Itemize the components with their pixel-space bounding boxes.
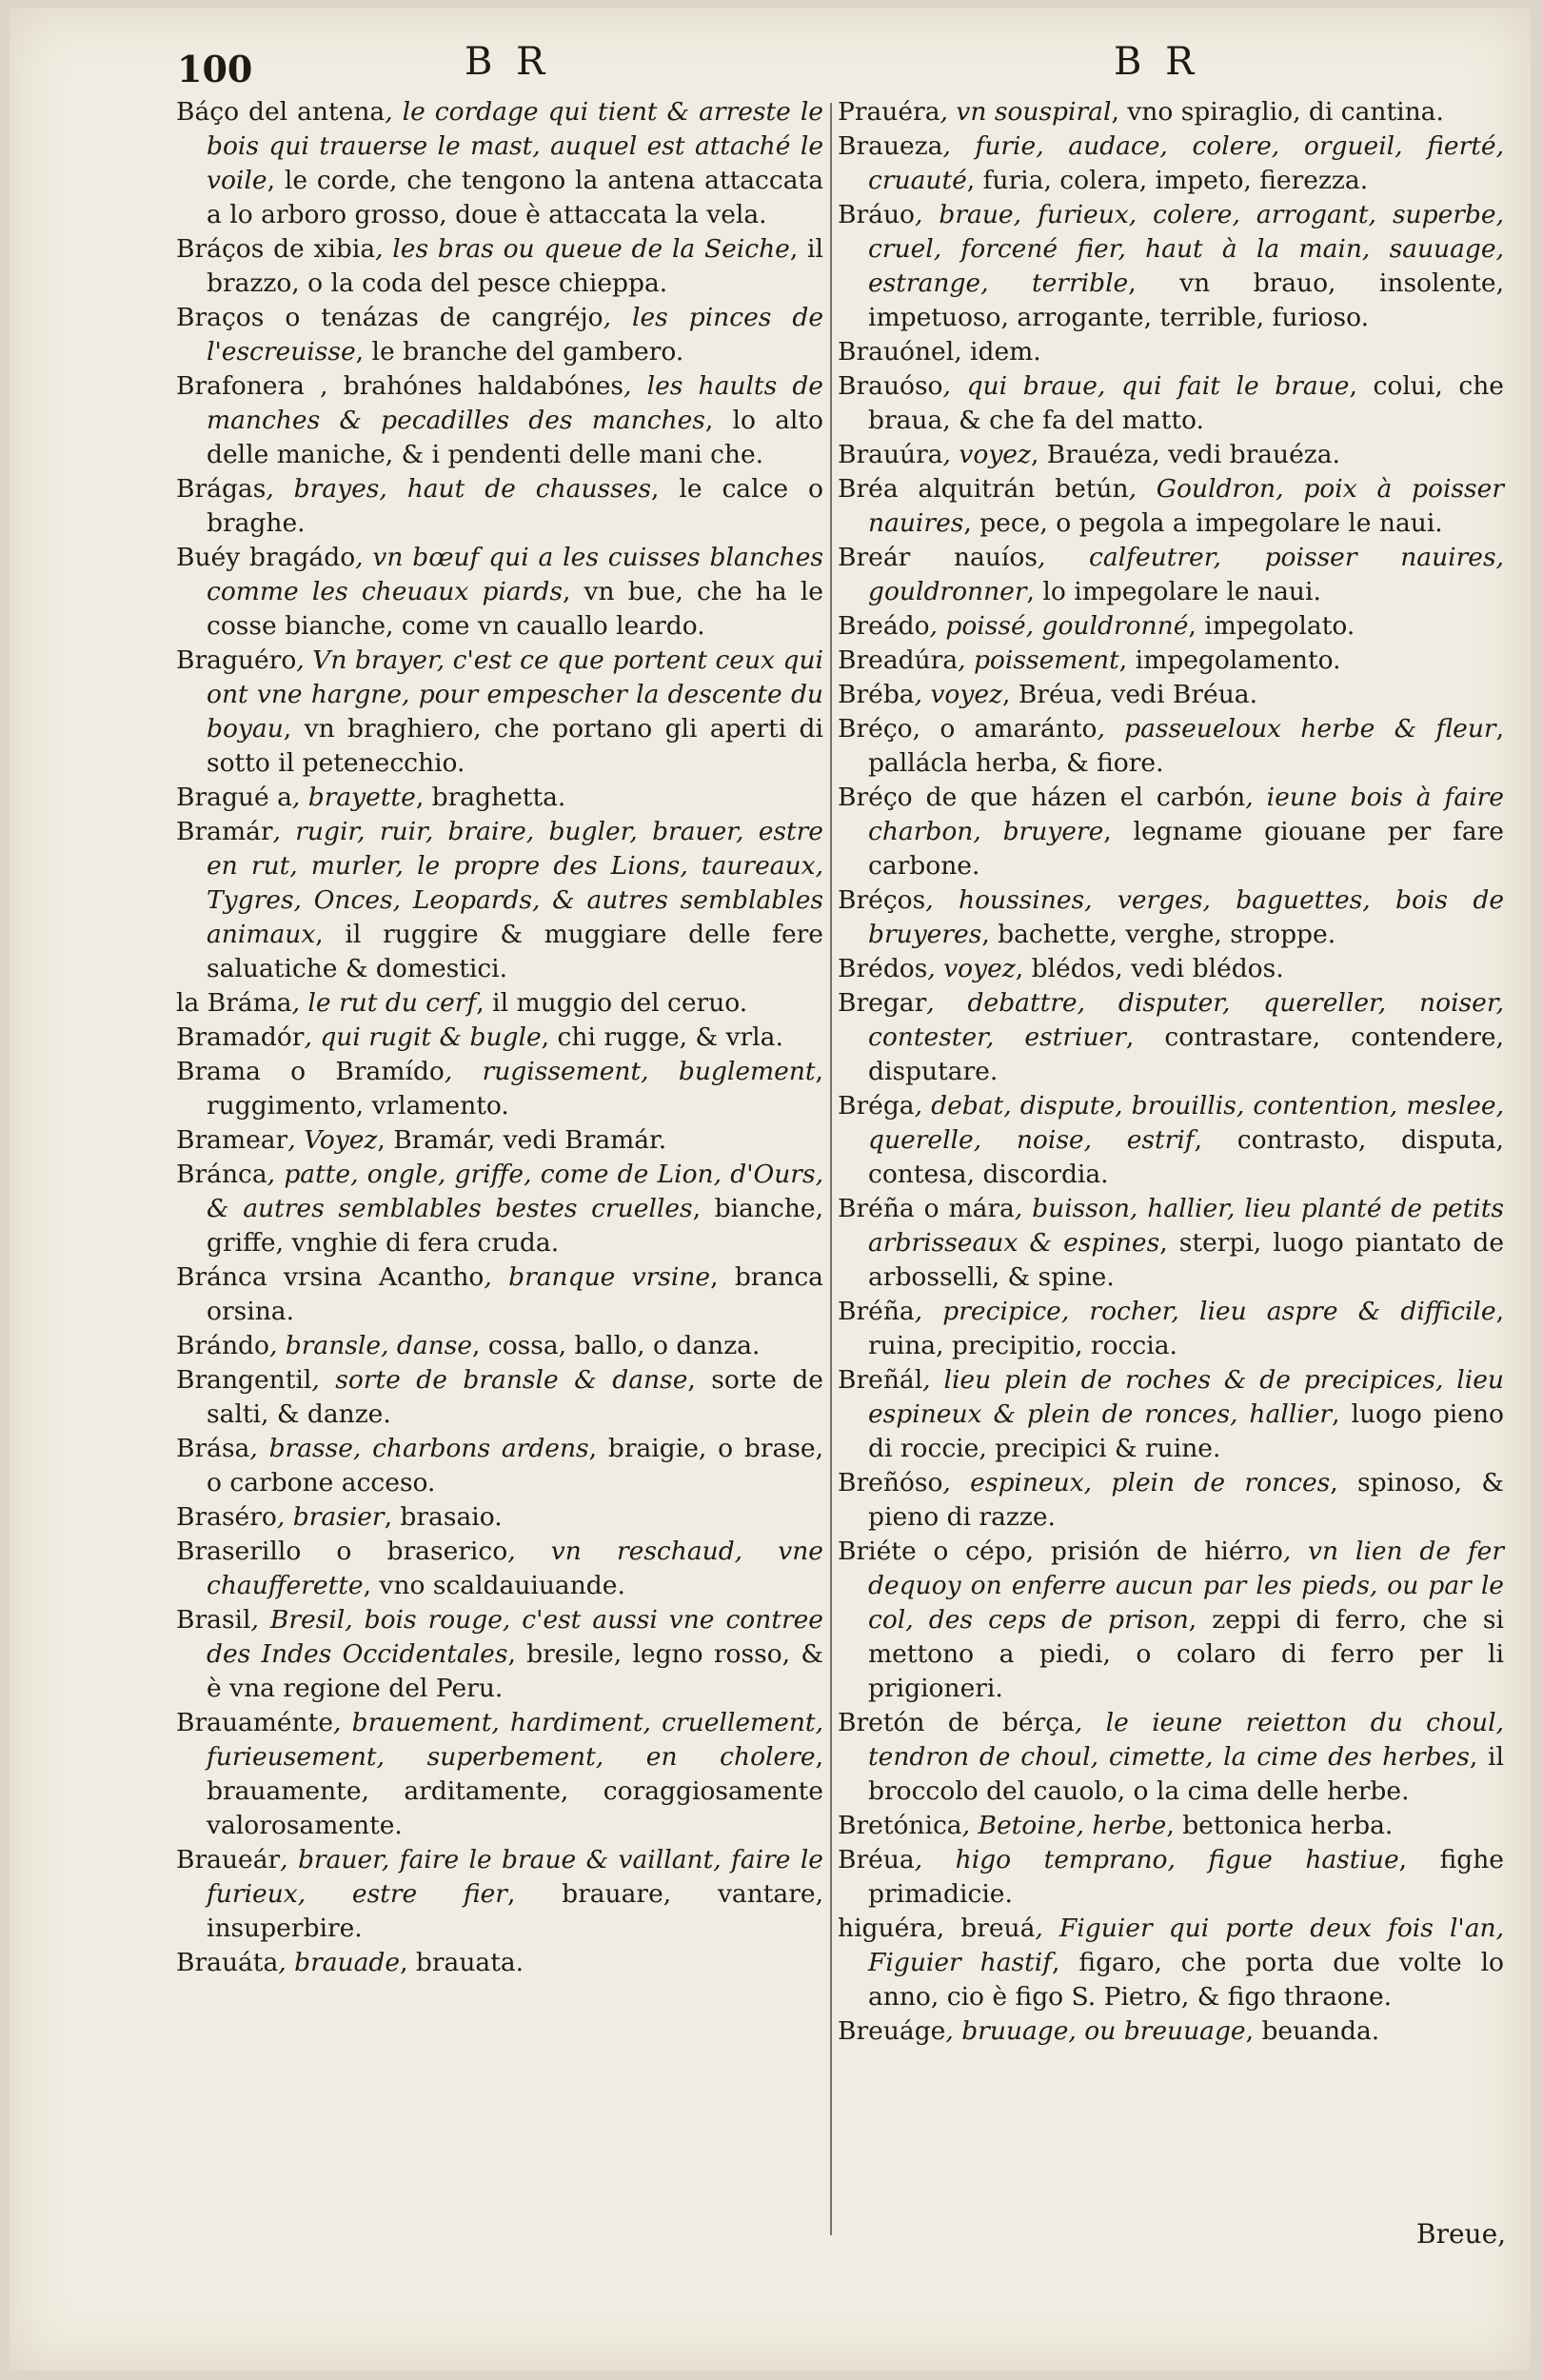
left-running-head: B R <box>465 40 551 84</box>
dictionary-page <box>10 8 1531 2370</box>
entry-french: , espineux, plein de ronces <box>942 1468 1331 1497</box>
dictionary-entry <box>838 335 1504 369</box>
entry-italian: , bettonica herba. <box>1166 1811 1394 1840</box>
dictionary-entry <box>838 95 1504 129</box>
entry-french: , poissé, gouldronné <box>929 611 1189 641</box>
dictionary-entry <box>838 1466 1504 1535</box>
entry-french: , qui rugit & bugle <box>304 1022 542 1052</box>
entry-french: , le ieune reietton du choul, tendron de choul, cimette, la cime des herbes <box>868 1708 1504 1772</box>
entry-italian: , Brauéza, vedi brauéza. <box>1030 440 1340 469</box>
dictionary-entry <box>838 129 1504 198</box>
entry-headword: Brama o Bramído <box>176 1057 445 1086</box>
dictionary-entry <box>176 369 823 472</box>
entry-french: , buisson, hallier, lieu planté de petits arbrisseaux & espines <box>868 1194 1504 1258</box>
entry-italian: , beuanda. <box>1245 2016 1380 2046</box>
entry-french: , brauement, hardiment, cruellement, furieusement, superbement, en cholere <box>207 1708 823 1772</box>
entry-french: , bruuage, ou breuuage <box>945 2016 1246 2046</box>
dictionary-entry <box>838 1843 1504 1912</box>
entry-italian: , le branche del gambero. <box>355 337 684 367</box>
entry-italian: , ruina, precipitio, roccia. <box>868 1297 1504 1360</box>
entry-french: , brauer, faire le braue & vaillant, faire le furieux, estre fier <box>207 1845 823 1909</box>
entry-italian: , furia, colera, impeto, fierezza. <box>966 166 1369 195</box>
entry-headword: Braços o tenázas de cangréjo <box>176 303 603 332</box>
entry-headword: Brafonera , brahónes haldabónes <box>176 371 624 401</box>
entry-headword: Bréña <box>838 1297 915 1326</box>
dictionary-entry <box>838 609 1504 644</box>
entry-french: , furie, audace, colere, orgueil, fierté, cruauté <box>868 131 1504 195</box>
dictionary-entry <box>176 1260 823 1329</box>
dictionary-entry <box>176 1603 823 1706</box>
entry-headword: Breñál <box>838 1365 923 1395</box>
entry-headword: Bréua <box>838 1845 915 1874</box>
dictionary-entry <box>838 1089 1504 1192</box>
entry-italian: , vno spiraglio, di cantina. <box>1111 97 1444 127</box>
entry-french: , vn bœuf qui a les cuisses blanches comme les cheuaux piards <box>207 543 823 606</box>
entry-french: , debat, dispute, brouillis, contention, meslee, querelle, noise, estrif <box>868 1091 1504 1155</box>
entry-italian: , le calce o braghe. <box>207 474 823 538</box>
entry-french: , brasier <box>276 1502 385 1532</box>
entry-headword: Bréço de que házen el carbón <box>838 783 1246 812</box>
entry-headword: Prauéra <box>838 97 940 127</box>
right-column <box>838 95 1504 2049</box>
entry-headword: Bránca vrsina Acantho <box>176 1262 485 1292</box>
entry-french: , braue, furieux, colere, arrogant, superbe, cruel, forcené fier, haut à la main, sauuage, estrange, terrible <box>868 200 1504 298</box>
entry-french: , vn souspiral <box>940 97 1112 127</box>
entry-italian: , spinoso, & pieno di razze. <box>868 1468 1504 1532</box>
entry-headword: Bréa alquitrán betún <box>838 474 1129 504</box>
entry-french: , les bras ou queue de la Seiche <box>375 234 790 264</box>
entry-french: , brayette <box>291 783 416 812</box>
entry-italian: , il broccolo del cauolo, o la cima delle herbe. <box>868 1742 1504 1806</box>
entry-headword: Bragué a <box>176 783 292 812</box>
entry-italian: , bresile, legno rosso, & è vna regione del Peru. <box>207 1639 823 1703</box>
entry-headword: Brása <box>176 1434 250 1463</box>
dictionary-entry <box>838 1295 1504 1363</box>
dictionary-entry <box>176 1500 823 1535</box>
entry-headword: Brangentil <box>176 1365 312 1395</box>
entry-italian: , brauare, vantare, insuperbire. <box>207 1879 824 1943</box>
entry-italian: , pallácla herba, & fiore. <box>868 714 1505 778</box>
entry-italian: , impegolamento. <box>1118 645 1341 675</box>
entry-italian: , idem. <box>954 337 1041 367</box>
entry-headword: Bránca <box>176 1160 267 1189</box>
entry-italian: , vn brauo, insolente, impetuoso, arrogante, terrible, furioso. <box>868 268 1504 332</box>
dictionary-entry <box>838 986 1504 1089</box>
dictionary-entry <box>838 712 1504 781</box>
entry-headword: Brauóso <box>838 371 943 401</box>
entry-french: , houssines, verges, baguettes, bois de bruyeres <box>868 885 1504 949</box>
dictionary-entry <box>838 198 1504 335</box>
entry-french: , Gouldron, poix à poisser nauires <box>868 474 1504 538</box>
entry-italian: , zeppi di ferro, che si mettono a piedi, o colaro di ferro per li prigioneri. <box>868 1605 1504 1703</box>
entry-headword: Brauónel <box>838 337 955 367</box>
entry-french: , branque vrsine <box>484 1262 711 1292</box>
entry-italian: , lo impegolare le naui. <box>1026 577 1321 606</box>
entry-french: , les pinces de l'escreuisse <box>207 303 823 367</box>
entry-italian: , il muggio del ceruo. <box>476 988 748 1018</box>
page-header <box>10 36 1531 93</box>
dictionary-entry <box>176 232 823 301</box>
dictionary-entry <box>176 541 823 644</box>
entry-italian: , sorte de salti, & danze. <box>207 1365 823 1429</box>
entry-italian: , cossa, ballo, o danza. <box>472 1331 761 1360</box>
entry-headword: Buéy bragádo <box>176 543 356 572</box>
entry-italian: , Bréua, vedi Bréua. <box>1001 680 1257 709</box>
entry-italian: , sterpi, luogo piantato de arbosselli, & spine. <box>868 1228 1504 1292</box>
entry-french: , brauade <box>278 1948 401 1977</box>
dictionary-entry <box>176 781 823 815</box>
dictionary-entry <box>838 1192 1504 1295</box>
entry-headword: Breadúra <box>838 645 959 675</box>
entry-headword: Brédos <box>838 954 928 983</box>
dictionary-entry <box>838 2014 1504 2049</box>
entry-french: , ieune bois à faire charbon, bruyere <box>868 783 1504 846</box>
entry-headword: Bretónica <box>838 1811 962 1840</box>
entry-french: , passeueloux herbe & fleur <box>1097 714 1496 744</box>
dictionary-entry <box>176 1843 823 1946</box>
entry-french: , vn lien de fer dequoy on enferre aucun par les pieds, ou par le col, des ceps de prison <box>868 1537 1504 1635</box>
entry-italian: , contrasto, disputa, contesa, discordia. <box>868 1125 1504 1189</box>
entry-italian: , chi rugge, & vrla. <box>541 1022 783 1052</box>
entry-italian: , brasaio. <box>384 1502 503 1532</box>
entry-italian: , vno scaldauiuande. <box>363 1571 625 1600</box>
entry-italian: , bianche, griffe, vnghie di fera cruda. <box>207 1194 823 1258</box>
entry-italian: , braghetta. <box>415 783 566 812</box>
dictionary-entry <box>176 1055 823 1123</box>
column-divider <box>830 103 832 2235</box>
entry-headword: Bréba <box>838 680 915 709</box>
entry-headword: Braserillo o braserico <box>176 1537 508 1566</box>
entry-french: , precipice, rocher, lieu aspre & difficile <box>914 1297 1496 1326</box>
entry-headword: Bráuo <box>838 200 915 229</box>
entry-headword: Braguéro <box>176 645 297 675</box>
entry-french: , voyez <box>914 680 1002 709</box>
dictionary-entry <box>838 1535 1504 1706</box>
entry-french: , voyez <box>942 440 1031 469</box>
entry-italian: , brauamente, arditamente, coraggiosamente valorosamente. <box>207 1742 823 1840</box>
entry-headword: Breñóso <box>838 1468 943 1497</box>
entry-italian: , vn braghiero, che portano gli aperti di sotto il petenecchio. <box>207 714 823 778</box>
dictionary-entry <box>838 438 1504 472</box>
page-number: 100 <box>177 48 253 90</box>
entry-french: , debattre, disputer, quereller, noiser, contester, estriuer <box>868 988 1504 1052</box>
entry-italian: , impegolato. <box>1188 611 1355 641</box>
dictionary-entry <box>176 644 823 781</box>
entry-italian: , legname giouane per fare carbone. <box>868 817 1504 881</box>
entry-italian: , pece, o pegola a impegolare le naui. <box>963 508 1443 538</box>
entry-french: , voyez <box>927 954 1016 983</box>
dictionary-entry <box>838 678 1504 712</box>
entry-headword: Brándo <box>176 1331 269 1360</box>
dictionary-entry <box>176 1158 823 1260</box>
entry-french: , rugissement, buglement <box>444 1057 816 1086</box>
dictionary-entry <box>176 1535 823 1603</box>
entry-italian: , branca orsina. <box>207 1262 823 1326</box>
entry-headword: Braueár <box>176 1845 281 1874</box>
entry-italian: , il brazzo, o la coda del pesce chieppa. <box>207 234 823 298</box>
entry-headword: Breuáge <box>838 2016 946 2046</box>
entry-italian: , braigie, o brase, o carbone acceso. <box>207 1434 823 1497</box>
entry-french: , lieu plein de roches & de precipices, lieu espineux & plein de ronces, hallier <box>868 1365 1504 1429</box>
dictionary-entry <box>838 369 1504 438</box>
entry-headword: Bramár <box>176 817 273 846</box>
entry-headword: Bregar <box>838 988 927 1018</box>
right-running-head: B R <box>1114 40 1200 84</box>
entry-headword: Bréña o mára <box>838 1194 1015 1223</box>
entry-french: , higo temprano, figue hastiue <box>914 1845 1399 1874</box>
dictionary-entry <box>838 781 1504 883</box>
entry-italian: , bachette, verghe, stroppe. <box>981 920 1336 949</box>
entry-french: , Betoine, herbe <box>961 1811 1167 1840</box>
entry-italian: , fighe primadicie. <box>868 1845 1504 1909</box>
entry-french: , le cordage qui tient & arreste le bois qui trauerse le mast, auquel est attaché le voile <box>207 97 823 195</box>
dictionary-entry <box>176 1123 823 1158</box>
dictionary-entry <box>176 815 823 986</box>
entry-french: , Bresil, bois rouge, c'est aussi vne contree des Indes Occidentales <box>207 1605 823 1669</box>
entry-headword: Bréga <box>838 1091 915 1121</box>
entry-headword: Braséro <box>176 1502 277 1532</box>
dictionary-entry <box>838 1912 1504 2014</box>
entry-headword: Brasil <box>176 1605 251 1635</box>
dictionary-entry <box>838 952 1504 986</box>
dictionary-entry <box>838 883 1504 952</box>
entry-french: , brayes, haut de chausses <box>266 474 652 504</box>
entry-headword: Bráços de xibia <box>176 234 376 264</box>
entry-headword: Bramear <box>176 1125 288 1155</box>
dictionary-entry <box>176 95 823 232</box>
entry-french: , brasse, charbons ardens <box>249 1434 589 1463</box>
entry-french: , Vn brayer, c'est ce que portent ceux qui ont vne hargne, pour empescher la descente du boyau <box>207 645 823 744</box>
dictionary-entry <box>176 986 823 1021</box>
entry-french: , Figuier qui porte deux fois l'an, Figuier hastif <box>868 1914 1504 1977</box>
dictionary-entry <box>176 301 823 369</box>
dictionary-entry <box>838 1706 1504 1809</box>
entry-italian: , contrastare, contendere, disputare. <box>868 1022 1504 1086</box>
entry-italian: , luogo pieno di roccie, precipici & ruine. <box>868 1399 1504 1463</box>
entry-italian: , vn bue, che ha le cosse bianche, come vn cauallo leardo. <box>207 577 823 641</box>
entry-headword: Breár nauíos <box>838 543 1038 572</box>
entry-headword: Brauaménte <box>176 1708 334 1737</box>
entry-headword: Bretón de bérça <box>838 1708 1075 1737</box>
dictionary-entry <box>176 472 823 541</box>
entry-italian: , il ruggire & muggiare delle fere saluatiche & domestici. <box>207 920 823 983</box>
entry-italian: , colui, che braua, & che fa del matto. <box>868 371 1504 435</box>
entry-french: , Voyez <box>287 1125 378 1155</box>
entry-french: , vn reschaud, vne chaufferette <box>207 1537 823 1600</box>
entry-headword: Bréço, o amaránto <box>838 714 1098 744</box>
entry-headword: Brauáta <box>176 1948 279 1977</box>
dictionary-entry <box>176 1021 823 1055</box>
dictionary-entry <box>838 472 1504 541</box>
entry-french: , les haults de manches & pecadilles des manches <box>207 371 823 435</box>
dictionary-entry <box>838 1809 1504 1843</box>
dictionary-entry <box>838 541 1504 609</box>
entry-headword: Bréços <box>838 885 926 915</box>
entry-headword: higuéra, breuá <box>838 1914 1036 1943</box>
entry-french: , bransle, danse <box>268 1331 472 1360</box>
entry-italian: , ruggimento, vrlamento. <box>207 1057 823 1121</box>
entry-headword: Breádo <box>838 611 930 641</box>
entry-italian: , blédos, vedi blédos. <box>1015 954 1284 983</box>
catchword: Breue, <box>1416 2218 1507 2250</box>
entry-headword: Brauúra <box>838 440 943 469</box>
dictionary-entry <box>176 1706 823 1843</box>
dictionary-entry <box>176 1946 823 1980</box>
dictionary-entry <box>176 1329 823 1363</box>
entry-italian: , figaro, che porta due volte lo anno, cio è figo S. Pietro, & figo thraone. <box>868 1948 1504 2012</box>
dictionary-entry <box>838 644 1504 678</box>
entry-italian: , lo alto delle maniche, & i pendenti delle mani che. <box>207 406 823 469</box>
entry-french: , le rut du cerf <box>291 988 477 1018</box>
entry-headword: Bramadór <box>176 1022 305 1052</box>
entry-italian: , Bramár, vedi Bramár. <box>377 1125 667 1155</box>
dictionary-entry <box>176 1432 823 1500</box>
entry-french: , poissement <box>958 645 1119 675</box>
entry-french: , patte, ongle, griffe, come de Lion, d'Ours, & autres semblables bestes cruelles <box>207 1160 823 1223</box>
dictionary-entry <box>838 1363 1504 1466</box>
entry-french: , sorte de bransle & danse <box>311 1365 688 1395</box>
left-column <box>176 95 823 1980</box>
entry-headword: Brágas <box>176 474 267 504</box>
entry-italian: , brauata. <box>400 1948 524 1977</box>
entry-french: , rugir, ruir, braire, bugler, brauer, estre en rut, murler, le propre des Lions, taureaux, Tygres, Onces, Leopards, & autres semblables animaux <box>207 817 823 949</box>
entry-french: , qui braue, qui fait le braue <box>942 371 1350 401</box>
entry-headword: Briéte o cépo, prisión de hiérro <box>838 1537 1283 1566</box>
dictionary-entry <box>176 1363 823 1432</box>
entry-headword: Báço del antena <box>176 97 386 127</box>
entry-italian: , le corde, che tengono la antena attaccata a lo arboro grosso, doue è attaccata la vela. <box>207 166 823 229</box>
entry-headword: Braueza <box>838 131 943 161</box>
entry-french: , calfeutrer, poisser nauires, gouldronner <box>868 543 1504 606</box>
entry-headword: la Bráma <box>176 988 292 1018</box>
